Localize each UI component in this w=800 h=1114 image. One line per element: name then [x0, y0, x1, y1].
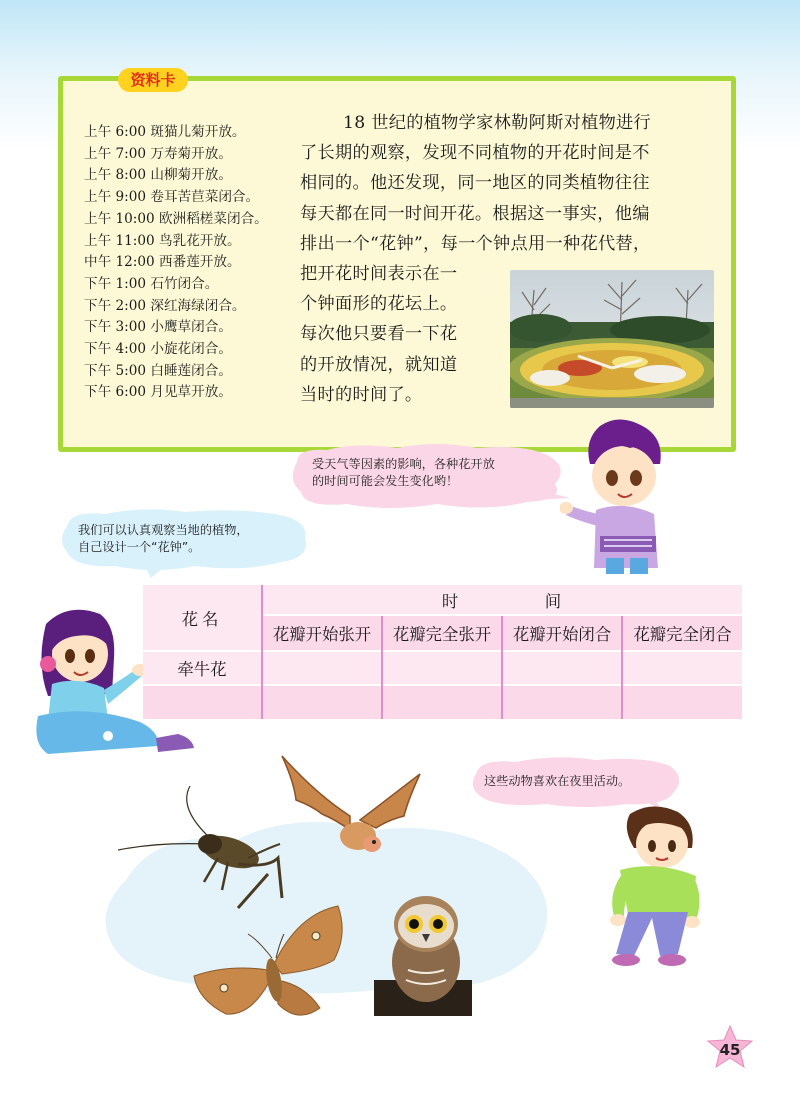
- table-subheader: 花瓣完全张开: [382, 615, 502, 651]
- table-cell: [262, 651, 382, 685]
- schedule-item: 下午 5:00 白睡莲闭合。: [84, 362, 232, 379]
- story-line: 当时的时间了。: [300, 384, 423, 405]
- observe-bubble-text: [78, 522, 306, 556]
- table-cell-flower-name: 牵牛花: [143, 651, 262, 685]
- bubble-line: 我们可以认真观察当地的植物，: [78, 523, 249, 537]
- flower-schedule-list: [84, 122, 294, 404]
- table-cell: [262, 685, 382, 719]
- story-line: 每次他只要看一下花: [300, 324, 458, 345]
- animals-bubble-text: 这些动物喜欢在夜里活动。: [484, 774, 631, 788]
- schedule-item: 下午 2:00 深红海绿闭合。: [84, 297, 246, 314]
- schedule-item: 上午 9:00 卷耳苦苣菜闭合。: [84, 189, 260, 206]
- story-line: 个钟面形的花坛上。: [300, 294, 458, 315]
- table-subheader: 花瓣完全闭合: [622, 615, 742, 651]
- table-header-time-char: 时: [441, 591, 461, 611]
- schedule-item: 上午 6:00 斑猫儿菊开放。: [84, 124, 246, 140]
- schedule-item: 上午 8:00 山柳菊开放。: [84, 167, 232, 184]
- story-line: 18 世纪的植物学家林勒阿斯对植物进行: [343, 113, 652, 133]
- table-cell: [622, 685, 742, 719]
- story-line: 把开花时间表示在一: [300, 263, 458, 284]
- story-line: 相同的。他还发现，同一地区的同类植物往往: [300, 173, 650, 194]
- schedule-item: 下午 1:00 石竹闭合。: [84, 275, 219, 292]
- boy-presenting-icon: [560, 418, 680, 574]
- boy-bending-icon: [600, 804, 710, 974]
- bubble-line: 自己设计一个“花钟”。: [78, 540, 201, 554]
- schedule-item: 上午 7:00 万寿菊开放。: [84, 145, 232, 162]
- table-subheader: 花瓣开始闭合: [502, 615, 622, 651]
- table-row: [143, 651, 742, 685]
- story-line: 了长期的观察，发现不同植物的开花时间是不: [300, 143, 650, 164]
- bubble-line: 受天气等因素的影响，各种花开放: [312, 457, 495, 471]
- cricket-icon: [118, 778, 288, 918]
- weather-bubble-text: [312, 456, 548, 490]
- table-subheader: 花瓣开始张开: [262, 615, 382, 651]
- table-row: [143, 685, 742, 719]
- moth-icon: [188, 904, 346, 1028]
- table-cell: [382, 685, 502, 719]
- table-header-flower: 花名: [181, 609, 223, 629]
- schedule-item: 下午 3:00 小鹰草闭合。: [84, 319, 232, 336]
- table-cell-flower-name: [143, 685, 262, 719]
- flower-clock-table: [143, 585, 742, 719]
- flower-clock-photo-icon: [510, 270, 714, 408]
- schedule-item: 下午 4:00 小旋花闭合。: [84, 341, 232, 358]
- table-cell: [622, 651, 742, 685]
- table-cell: [502, 685, 622, 719]
- bat-icon: [276, 754, 422, 864]
- schedule-item: 上午 10:00 欧洲稻槎菜闭合。: [84, 210, 268, 227]
- story-line: 每天都在同一时间开花。根据这一事实，他编: [300, 203, 650, 224]
- bubble-line: 的时间可能会发生变化哟！: [312, 474, 459, 488]
- table-cell: [382, 651, 502, 685]
- table-header-time: [262, 585, 742, 615]
- table-header-time-char: 间: [544, 591, 564, 611]
- schedule-item: 上午 11:00 鸟乳花开放。: [84, 232, 241, 249]
- story-line: 排出一个“花钟”，每一个钟点用一种花代替，: [300, 233, 651, 254]
- schedule-item: 中午 12:00 西番莲开放。: [84, 254, 241, 271]
- schedule-item: 下午 6:00 月见草开放。: [84, 384, 232, 401]
- table-cell: [502, 651, 622, 685]
- story-line: 的开放情况，就知道: [300, 354, 458, 375]
- owl-icon: [374, 880, 472, 1016]
- page-number: 45: [719, 1041, 741, 1059]
- info-card-tag: 资料卡: [118, 68, 188, 92]
